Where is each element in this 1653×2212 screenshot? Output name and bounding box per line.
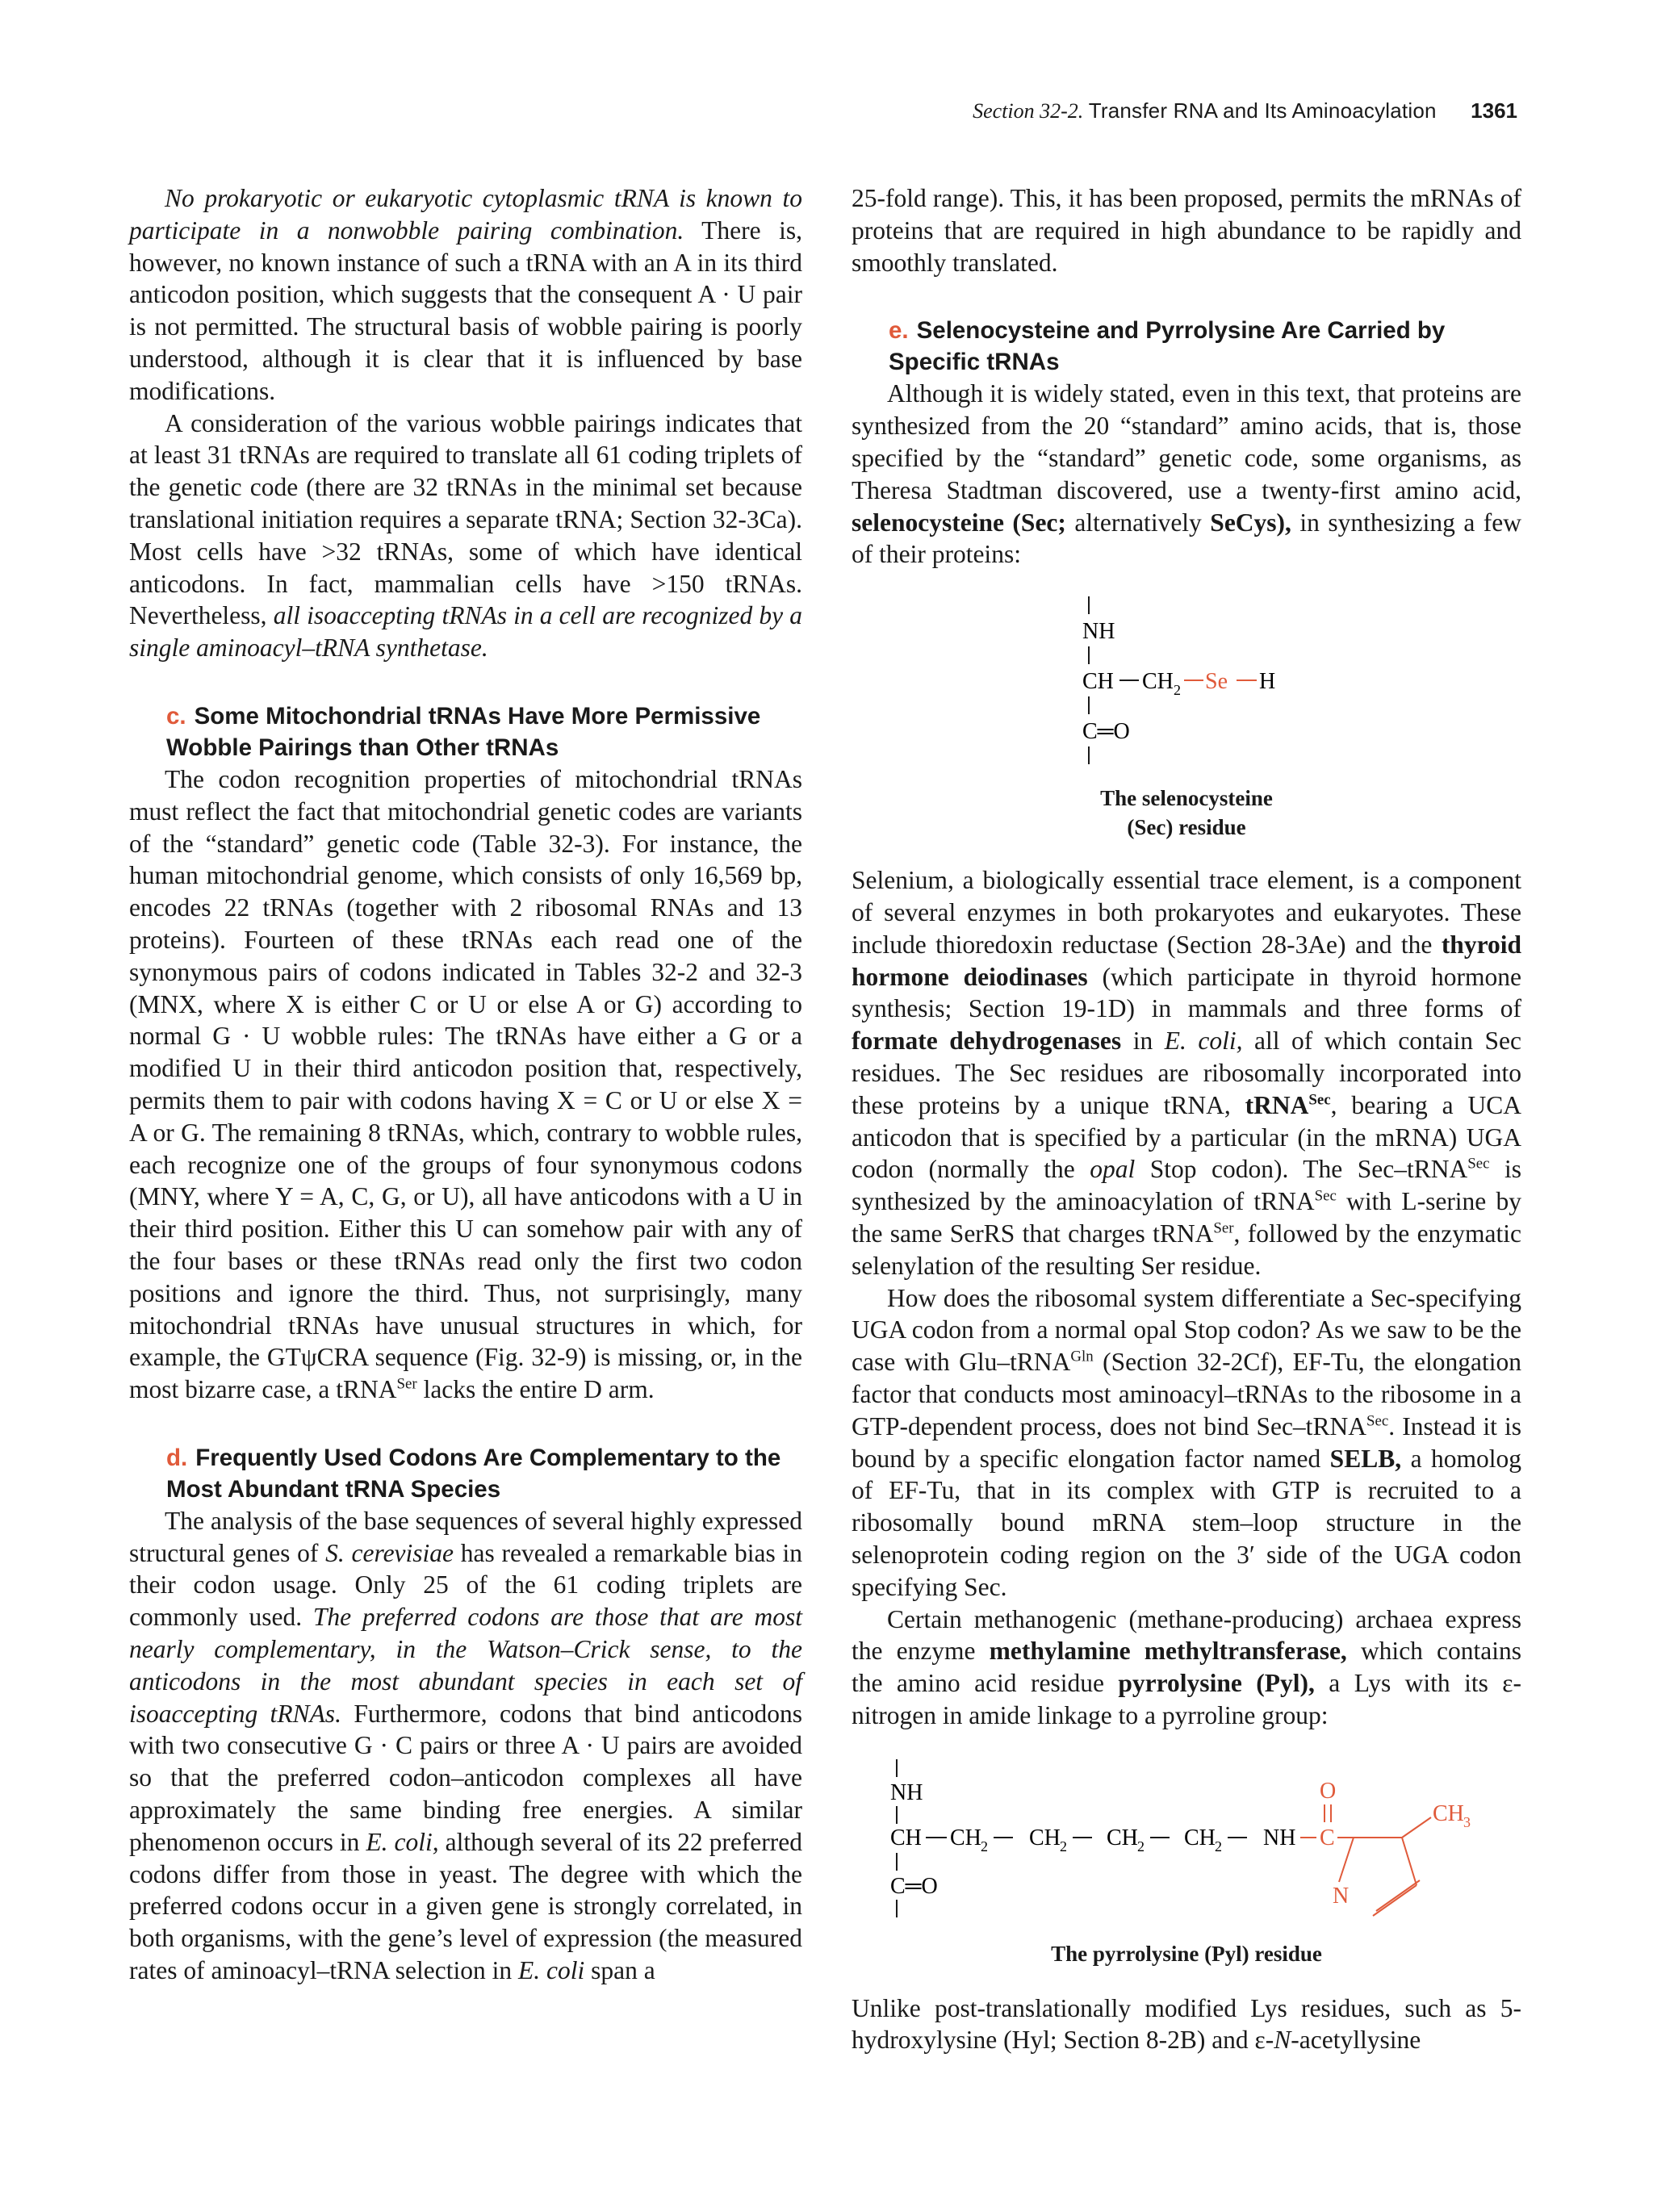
italic-statement: No prokaryotic or eukaryotic cytoplasmic tRNA is known to participate in a nonwobble pairing combination. [129,184,802,245]
species-name: E. coli, [366,1827,439,1856]
methylene-ch: CH [1142,669,1174,695]
paragraph [129,763,802,1406]
paragraph [129,408,802,664]
species-name: E. coli [518,1956,585,1985]
left-column [129,182,802,1987]
selenium-atom: Se [1205,669,1228,695]
superscript: Sec [1366,1412,1389,1430]
bold-term: tRNA [1245,1090,1309,1119]
pyrrolysine-caption: The pyrrolysine (Pyl) residue [1051,1941,1322,1966]
paragraph-text: in [1132,1027,1153,1056]
superscript: Ser [396,1375,417,1393]
page-number: 1361 [1471,98,1517,123]
paragraph-text: with L-serine by the same SerRS that charges tRNA [852,1187,1521,1248]
bold-term: thyroid hormone deiodinases [852,930,1522,991]
caption-line: The selenocysteine [1100,786,1273,811]
paragraph-text: span a [591,1956,655,1985]
bold-term: selenocysteine (Sec; [852,508,1066,537]
selenocysteine-structure [852,585,1521,800]
paragraph-text: lacks the entire D arm. [416,1375,655,1404]
paragraph-text: , bearing a UCA anticodon that is specified by a particular (in the mRNA) UGA codon (normally the [852,1090,1521,1184]
paragraph-text: Selenium, a biologically essential trace element, is a component of several enzymes in both prokaryotes and eukaryotes. These include thioredoxin reductase (Section 28-3Ae) and the [852,866,1521,959]
subsection-letter: e. [889,317,909,345]
paragraph-text: Furthermore, codons that bind anticodons with two consecutive G · C pairs or three A · U pairs are avoided so that the preferred codon–anticodon complexes all have approximately the same binding free energies. A similar phenomenon occurs in [129,1699,803,1856]
bold-term: SeCys), [1210,508,1291,537]
methylene-subscript: 2 [981,1838,988,1854]
right-column [852,182,1521,2056]
subsection-heading-e [852,315,1521,378]
carbonyl: C═O [1082,719,1130,745]
paragraph-text: The analysis of the base sequences of several highly expressed structural genes of [129,1506,802,1567]
pyrrolysine-structure [852,1748,1521,1978]
methylene-3: CH [1107,1825,1138,1850]
subsection-title: Frequently Used Codons Are Complementary to the Most Abundant tRNA Species [166,1444,781,1503]
methyl-subscript: 3 [1463,1813,1471,1830]
subsection-letter: c. [166,702,186,730]
paragraph-text: (Section 32-2Cf), EF-Tu, the elongation factor that conducts most aminoacyl–tRNAs to the ribosome in a GTP-dependent process, does not bind Sec–tRNA [852,1348,1522,1441]
italic-statement: all isoaccepting tRNAs in a cell are recognized by a single aminoacyl–tRNA synthetase. [129,601,802,663]
alpha-carbon: CH [890,1825,922,1850]
paragraph [852,1282,1521,1604]
paragraph [852,182,1521,278]
paragraph-text: in synthesizing a few of their proteins: [852,508,1522,569]
species-name: E. coli, [1164,1027,1243,1056]
subsection-title: Selenocysteine and Pyrrolysine Are Carried by Specific tRNAs [889,317,1446,376]
pyrroline-nitrogen: N [1333,1883,1350,1909]
paragraph-text: which contains the amino acid residue [852,1637,1522,1698]
methylene-2: CH [1029,1825,1061,1850]
paragraph-text: all of which contain Sec residues. The Sec residues are ribosomally incorporated into these proteins by a unique tRNA, [852,1027,1522,1119]
superscript: Gln [1070,1348,1094,1365]
methylene-subscript: 2 [1215,1838,1222,1854]
amine-nh: NH [890,1779,923,1805]
paragraph [852,378,1521,571]
methylene-4: CH [1184,1825,1216,1850]
section-label: Section 32-2. [973,99,1084,123]
paragraph-text: although several of its 22 preferred codons differ from those in yeast. The degree with which the preferred codons occur in a given gene is strongly correlated, in both organisms, with the gene’s level of expression (the measured rates of aminoacyl–tRNA selection in [129,1827,802,1985]
methylene-subscript: 2 [1137,1838,1145,1854]
bold-term: formate dehydrogenases [852,1027,1122,1056]
paragraph-text: has revealed a remarkable bias in their codon usage. Only 25 of the 61 coding triplets are commonly used. [129,1538,803,1632]
amine-nh: NH [1082,619,1115,645]
alpha-carbon: CH [1082,669,1114,695]
paragraph-text: Certain methanogenic (methane-producing) archaea express the enzyme [852,1604,1521,1666]
selenocysteine-diagram [852,585,1521,800]
paragraph-text: Unlike post-translationally modified Lys residues, such as 5-hydroxylysine (Hyl; Section 8-2B) and ε- [852,1993,1521,2055]
superscript: Ser [1213,1219,1234,1237]
paragraph-text: 25-fold range). This, it has been proposed, permits the mRNAs of proteins that are required in high abundance to be rapidly and smoothly translated. [852,184,1521,277]
paragraph-text: Although it is widely stated, even in this text, that proteins are synthesized from the 20 “standard” amino acids, that is, those specified by the “standard” genetic code, some organisms, as Theresa Stadtman discovered, use a twenty-first amino acid, [852,379,1521,504]
amide-carbon: C [1320,1825,1335,1850]
superscript: Sec [1308,1091,1331,1109]
paragraph-text: (which participate in thyroid hormone synthesis; Section 19-1D) in mammals and three forms of [852,962,1521,1023]
subsection-heading-c [129,700,802,763]
superscript: Sec [1467,1155,1490,1173]
italic-statement: The preferred codons are those that are most nearly complementary, in the Watson–Crick sense, to the anticodons in the most abundant species in each set of isoaccepting tRNAs. [129,1603,802,1728]
superscript: Sec [1314,1187,1337,1205]
running-header [846,98,1517,123]
section-title: Transfer RNA and Its Aminoacylation [1088,98,1437,123]
carbonyl: C═O [890,1873,938,1899]
hydrogen-atom: H [1259,669,1276,695]
subsection-heading-d [129,1442,802,1505]
paragraph-text: is synthesized by the aminoacylation of tRNA [852,1155,1522,1216]
amide-nh: NH [1263,1825,1296,1850]
subsection-title: Some Mitochondrial tRNAs Have More Permissive Wobble Pairings than Other tRNAs [166,702,761,761]
paragraph [852,864,1521,1282]
italic-term: N [1274,2026,1291,2055]
species-name: S. cerevisiae [325,1538,454,1567]
subsection-letter: d. [166,1444,188,1471]
paragraph-text: a Lys with its ε-nitrogen in amide linkage to a pyrroline group: [852,1669,1522,1729]
amide-oxygen: O [1320,1778,1337,1804]
methylene-1: CH [950,1825,981,1850]
paragraph-text: a homolog of EF-Tu, that in its complex with GTP is recruited to a ribosomally bound mRNA stem–loop structure in the selenoprotein coding region on the 3′ side of the UGA codon specifying Sec. [852,1444,1521,1601]
paragraph [852,1992,1521,2057]
paragraph-text: alternatively [1074,508,1202,537]
paragraph-text: . Instead it is bound by a specific elongation factor named [852,1411,1521,1473]
paragraph-text: , followed by the enzymatic selenylation of the resulting Ser residue. [852,1219,1521,1280]
paragraph-text: Stop codon). The Sec–tRNA [1149,1155,1468,1184]
bold-term: pyrrolysine (Pyl), [1118,1669,1315,1698]
bold-term: methylamine methyltransferase, [989,1637,1347,1666]
paragraph-text: A consideration of the various wobble pairings indicates that at least 31 tRNAs are required to translate all 61 coding triplets of the genetic code (there are 32 tRNAs in the minimal set because translational initiation requires a separate tRNA; Section 32-3Ca). Most cells have >32 tRNAs, some of which have identical anticodons. In fact, mammalian cells have >150 tRNAs. Nevertheless, [129,408,802,630]
bold-term: SELB, [1329,1444,1402,1473]
paragraph-text: -acetyllysine [1291,2026,1421,2055]
pyrrolysine-diagram [852,1748,1521,1978]
methylene-subscript: 2 [1060,1838,1067,1854]
paragraph [129,1505,802,1987]
paragraph-text: How does the ribosomal system differentiate a Sec-specifying UGA codon from a normal opal Stop codon? As we saw to be the case with Glu–tRNA [852,1283,1521,1377]
paragraph [129,182,802,408]
methyl-group: CH [1433,1800,1464,1826]
caption-line: (Sec) residue [1127,815,1246,840]
paragraph-text: There is, however, no known instance of such a tRNA with an A in its third anticodon position, which suggests that the consequent A · U pair is not permitted. The structural basis of wobble pairing is poorly understood, although it is clear that it is influenced by base modifications. [129,215,802,405]
methylene-subscript: 2 [1174,682,1181,699]
paragraph [852,1604,1521,1732]
paragraph-text: The codon recognition properties of mitochondrial tRNAs must reflect the fact that mitochondrial genetic codes are variants of the “standard” genetic code (Table 32-3). For instance, the human mitochondrial genome, which consists of only 16,569 bp, encodes 22 tRNAs (together with 2 ribosomal RNAs and 13 proteins). Fourteen of these tRNAs each read one of the synonymous pairs of codons indicated in Tables 32-2 and 32-3 (MNX, where X is either C or U or else A or G) according to normal G · U wobble rules: The tRNAs have either a G or a modified U in their third anticodon position that, respectively, permits them to pair with codons having X = C or U or else X = A or G. The remaining 8 tRNAs, which, contrary to wobble rules, each recognize one of the groups of four synonymous codons (MNY, where Y = A, C, G, or U), all have anticodons with a U in their third position. Either this U can somehow pair with any of the four bases or these tRNAs read only the first two codon positions and ignore the third. Thus, not surprisingly, many mitochondrial tRNAs have unusual structures in which, for example, the GTψCRA sequence (Fig. 32-9) is missing, or, in the most bizarre case, a tRNA [129,764,802,1404]
italic-term: opal [1090,1155,1136,1184]
